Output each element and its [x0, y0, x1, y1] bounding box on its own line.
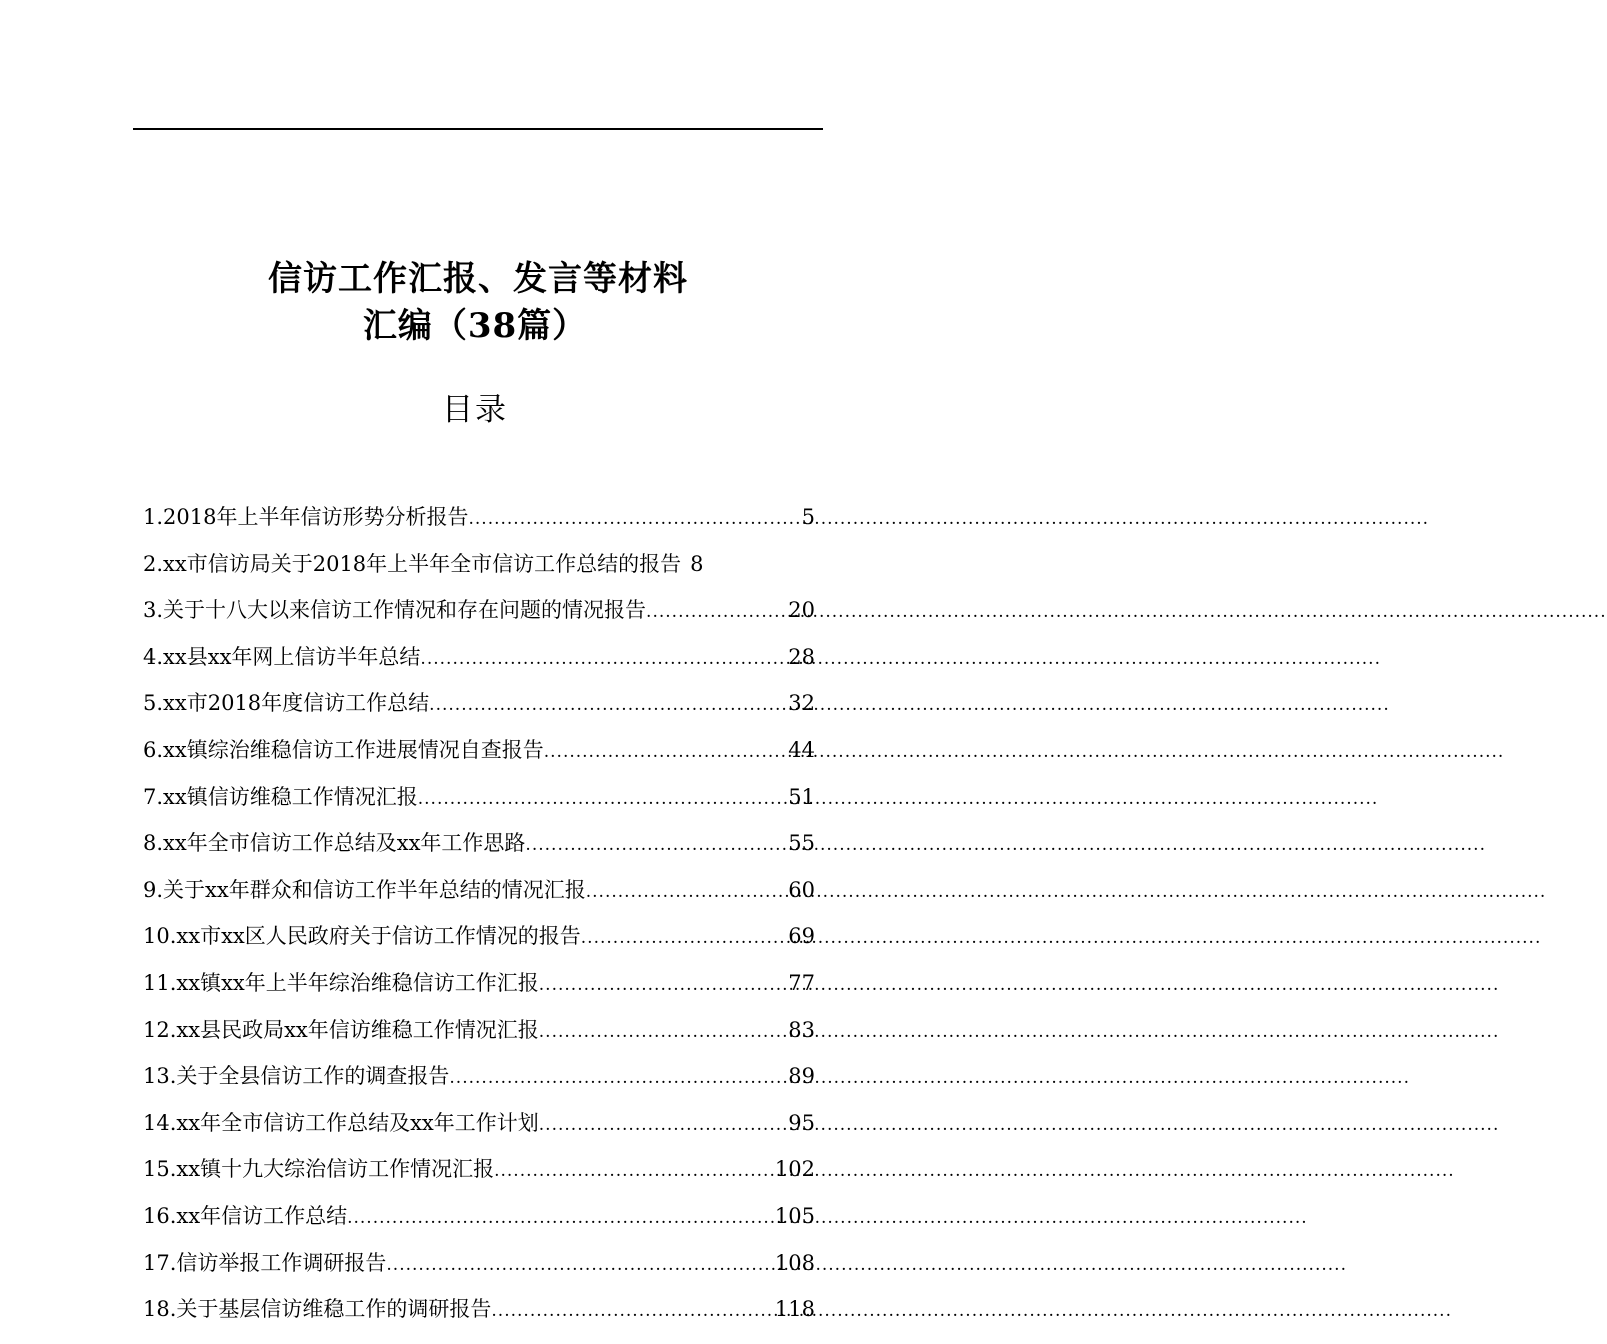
toc-entry-page: 55: [788, 831, 815, 856]
toc-entry[interactable]: [143, 918, 815, 965]
toc-entry-page: 108: [774, 1250, 815, 1275]
toc-entry[interactable]: [143, 499, 815, 546]
toc-dot-leader: [420, 641, 787, 677]
toc-dot-leader: [494, 1153, 774, 1189]
toc-entry[interactable]: [143, 1058, 815, 1105]
toc-entry-title: 3.关于十八大以来信访工作情况和存在问题的情况报告: [143, 598, 647, 623]
toc-entry-title: 8.xx年全市信访工作总结及xx年工作思路: [143, 831, 526, 856]
toc-entry-title: 13.关于全县信访工作的调查报告: [143, 1064, 450, 1089]
toc-dot-leader: [581, 920, 787, 956]
toc-entry-page: 60: [788, 877, 815, 902]
toc-heading: 目录: [442, 392, 508, 428]
toc-entry-title: 17.信访举报工作调研报告: [143, 1250, 387, 1275]
toc-entry-page: 89: [788, 1064, 815, 1089]
toc-entry-title: 18.关于基层信访维稳工作的调研报告: [143, 1297, 492, 1322]
toc-dot-leader: [347, 1200, 774, 1236]
toc-entry-page: 69: [788, 924, 815, 949]
toc-entry[interactable]: [143, 639, 815, 686]
toc-dot-leader: [539, 967, 787, 1003]
toc-entry[interactable]: [143, 732, 815, 779]
toc-entry[interactable]: [143, 1291, 815, 1338]
toc-entry[interactable]: [143, 592, 815, 639]
toc-entry-title: 5.xx市2018年度信访工作总结: [143, 691, 430, 716]
toc-entry-page: 77: [788, 970, 815, 995]
table-of-contents: [143, 499, 815, 1338]
toc-entry[interactable]: [143, 1198, 815, 1245]
toc-entry-title: 6.xx镇综治维稳信访工作进展情况自查报告: [143, 737, 544, 762]
toc-entry[interactable]: [143, 1151, 815, 1198]
toc-entry-title: 11.xx镇xx年上半年综治维稳信访工作汇报: [143, 970, 539, 995]
toc-dot-leader: [429, 687, 787, 723]
toc-entry[interactable]: [143, 872, 815, 919]
toc-entry-title: 16.xx年信访工作总结: [143, 1203, 348, 1228]
toc-entry[interactable]: [143, 965, 815, 1012]
toc-entry[interactable]: [143, 825, 815, 872]
toc-entry-page: 105: [774, 1203, 815, 1228]
toc-entry-title: 14.xx年全市信访工作总结及xx年工作计划: [143, 1110, 539, 1135]
toc-entry-page: 95: [788, 1110, 815, 1135]
toc-entry-page: 5: [801, 505, 815, 529]
toc-entry[interactable]: [143, 779, 815, 826]
toc-entry-title: 12.xx县民政局xx年信访维稳工作情况汇报: [143, 1017, 539, 1042]
toc-entry-page: 28: [788, 644, 815, 669]
toc-dot-leader: [525, 827, 787, 863]
toc-entry-page: 8: [690, 551, 704, 576]
toc-entry[interactable]: [143, 1105, 815, 1152]
toc-entry[interactable]: [143, 685, 815, 732]
toc-dot-leader: [646, 594, 787, 630]
toc-dot-leader: [449, 1060, 787, 1096]
toc-entry-title: 2.xx市信访局关于2018年上半年全市信访工作总结的报告: [143, 551, 682, 576]
toc-entry-page: 32: [788, 691, 815, 716]
toc-entry-title: 4.xx县xx年网上信访半年总结: [143, 644, 421, 669]
toc-entry-title: 1.2018年上半年信访形势分析报告: [143, 505, 469, 529]
toc-dot-leader: [468, 501, 800, 537]
toc-entry[interactable]: [143, 1012, 815, 1059]
toc-entry-page: 44: [788, 737, 815, 762]
document-title-line-1: 信访工作汇报、发言等材料: [268, 259, 688, 299]
toc-entry-page: 51: [788, 784, 815, 809]
toc-entry-title: 15.xx镇十九大综治信访工作情况汇报: [143, 1157, 495, 1182]
toc-entry-page: 102: [774, 1157, 815, 1182]
toc-dot-leader: [491, 1293, 774, 1329]
toc-entry-title: 9.关于xx年群众和信访工作半年总结的情况汇报: [143, 877, 586, 902]
toc-dot-leader: [386, 1247, 774, 1283]
toc-dot-leader: [539, 1014, 787, 1050]
toc-entry-page: 83: [788, 1017, 815, 1042]
toc-dot-leader: [418, 781, 788, 817]
toc-dot-leader: [586, 874, 788, 910]
toc-entry-page: 20: [788, 598, 815, 623]
toc-entry[interactable]: [143, 546, 815, 593]
toc-entry-title: 10.xx市xx区人民政府关于信访工作情况的报告: [143, 924, 581, 949]
document-title-line-2: 汇编（38篇）: [362, 306, 588, 346]
header-rule: [133, 128, 823, 130]
toc-entry[interactable]: [143, 1245, 815, 1292]
toc-entry-title: 7.xx镇信访维稳工作情况汇报: [143, 784, 418, 809]
toc-dot-leader: [539, 1107, 787, 1143]
toc-entry-page: 118: [774, 1297, 815, 1322]
toc-dot-leader: [544, 734, 788, 770]
